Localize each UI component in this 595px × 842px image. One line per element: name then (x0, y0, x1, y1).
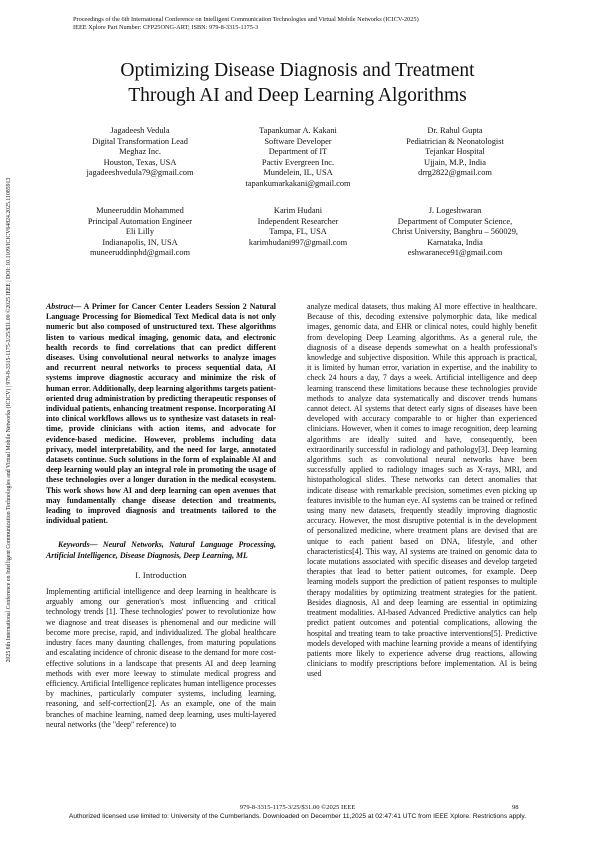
introduction-paragraph: Implementing artificial intelligence and deep learning in healthcare is arguably among our generation's most influencing and critical technology trends [1]. These technologies' power to revolutionize how we diagnose and treat diseases is phenomenal and our medicine will become more precise, rapid, and individualized. The global healthcare industry faces many daunting challenges, from maturing populations and escalating incidence of chronic disease to the demand for more cost-effective solutions in a landscape that presents AI and deep learning methods with ever more leeway to stimulate medical progress and efficiency. Artificial Intelligence replicates human intelligence processes by machines, particularly computer systems, including learning, reasoning, and self-correction[2]. As an example, one of the main branches of machine learning, named deep learning, uses multi-layered neural networks (the "deep" reference) to (46, 587, 276, 729)
license-notice: Authorized licensed use limited to: University of the Cumberlands. Downloaded on December 11,2025 at 02:47:41 UTC from IEEE Xplore. Restrictions apply. (68, 813, 527, 820)
author-org: Meghaz Inc. (119, 147, 161, 157)
author-org: Christ University, Banghru – 560029, (391, 227, 518, 237)
author-role: Digital Transformation Lead (92, 136, 188, 146)
abstract-label: Abstract (46, 302, 74, 311)
author-role: Pediatrician & Neonatologist (406, 136, 504, 146)
keywords: Keywords— Neural Networks, Natural Language Processing, Artificial Intelligence, Disease Diagnosis, Deep Learning, ML (46, 540, 276, 560)
author-role: Independent Researcher (257, 216, 339, 226)
author-org: Eli Lilly (125, 227, 155, 237)
title-line-1: Optimizing Disease Diagnosis and Treatment (120, 60, 475, 81)
author-block (355, 206, 555, 259)
author-name: Jagadeesh Vedula (110, 126, 170, 135)
author-dept: Department of Computer Science, (397, 216, 513, 226)
author-location: Tampa, FL, USA (269, 227, 327, 237)
author-email[interactable]: jagadeeshvedula79@gmail.com (86, 168, 194, 178)
author-location: Ujjain, M.P., India (424, 157, 486, 167)
abstract (46, 302, 276, 526)
conference-line-1: Proceedings of the 6th International Conference on Intelligent Communication Technologies and Virtual Mobile Networks (ICICV-2025) (73, 16, 419, 23)
author-role: Principal Automation Engineer (87, 216, 193, 226)
author-email[interactable]: muneeruddinphd@gmail.com (89, 248, 191, 258)
author-role: Software Developer (264, 136, 332, 146)
author-location: Indianapolis, IN, USA (102, 237, 178, 247)
conference-line-2: IEEE Xplore Part Number: CFP25ONG-ART; ISBN: 979-8-3315-1175-3 (73, 24, 259, 31)
author-location: Mundelein, IL, USA (263, 168, 333, 178)
title-line-2: Through AI and Deep Learning Algorithms (128, 85, 467, 106)
author-email[interactable]: eshwaranece91@gmail.com (407, 248, 503, 258)
author-block (365, 126, 545, 179)
doi-sidebar (2, 80, 16, 760)
doi-sidebar-text: 2025 6th International Conference on Intelligent Communication Technologies and Virtual Mobile Networks (ICICV) | 979-8-3315-1175-3/25/$31.00 ©2025 IEEE | DOI: 10.1109/ICICV64824.2025.11085913 (6, 177, 12, 663)
author-email[interactable]: tapankumarkakani@gmail.com (245, 178, 351, 188)
author-org: Tejankar Hospital (425, 147, 485, 157)
author-dept: Department of IT (268, 147, 328, 157)
author-block (50, 206, 230, 259)
conference-header (73, 16, 533, 32)
right-column (307, 302, 537, 680)
author-block (208, 126, 388, 190)
paper-title (40, 58, 555, 108)
abstract-text: — A Primer for Cancer Center Leaders Session 2 Natural Language Processing for Biomedical Text Medical data is not only numeric but also composed of unstructured text. These algorithms listen to various medical imaging, genomic data, and electronic health records to find correlations that can predict different diseases. Using convolutional neural networks to analyze images and recurrent neural networks to process sequential data, AI systems improve diagnostic accuracy and minimize the risk of human error. Additionally, deep learning algorithms targets patient-oriented drug administration by predicting therapeutic responses of individual patients, enhancing treatment response. Incorporating AI into clinical workflows allows us to synthesize vast datasets in real-time, provide clinicians with action items, and advocate for evidence-based medicine. However, problems including data privacy, model interpretability, and the need for large, annotated datasets continue. Such solutions in the form of explainable AI and deep learning would play an integral role in promoting the usage of these technologies over a longer duration in the medical ecosystem. This work shows how AI and deep learning can open avenues that may fundamentally change disease detection and treatments, leading to improved diagnosis and treatments tailored to the individual patient. (46, 302, 276, 526)
footer-isbn: 979-8-3315-1175-3/25/$31.00 ©2025 IEEE (239, 804, 356, 811)
author-name: J. Logeshwaran (428, 206, 482, 215)
author-name: Dr. Rahul Gupta (427, 126, 483, 135)
author-location: Houston, Texas, USA (103, 157, 177, 167)
author-name: Tapankumar A. Kakani (259, 126, 337, 135)
section-heading-introduction: I. Introduction (135, 570, 187, 580)
author-block (50, 126, 230, 179)
page-number: 98 (512, 804, 519, 811)
author-name: Muneeruddin Mohammed (96, 206, 184, 215)
author-email[interactable]: karimhudani997@gmail.com (248, 237, 348, 247)
author-org: Pactiv Evergreen Inc. (261, 157, 335, 167)
author-location: Karnataka, India (427, 237, 483, 247)
right-column-paragraph: analyze medical datasets, thus making AI more effective in healthcare. Because of this, decoding extensive polymorphic data, like medical images, genomic data, and EHR or clinical notes, could highly benefit from developing Deep Learning algorithms. As a general rule, the diagnosis of a disease depends somewhat on a health professional's knowledge and subjective disposition. While this approach is practical, it is limited by human error, variation in expertise, and the inability to check 24 hours a day, 7 days a week. Artificial intelligence and deep learning transcend these limitations because these technologies provide methods to analyze data systematically and discover trends humans cannot detect. AI systems that detect early signs of diseases have been developed with accuracy comparable to or higher than experienced clinicians. However, when it comes to image recognition, deep learning algorithms are ideally suited and have, consequently, been extraordinarily successful in radiology and pathology[3]. Deep learning algorithms such as convolutional neural networks have been successfully applied to radiology images such as X-rays, MRI, and histopathological slides. These networks can detect anomalies that indicate disease with remarkable precision, sometimes even picking up features invisible to the human eye. AI systems can be trained or refined using many new datasets, frequently steadily improving diagnostic accuracy. However, the most disruptive potential is in the development of personalized medicine, where treatment plans are devised that are unique to each patient based on DNA, lifestyle, and other characteristics[4]. This way, AI systems are trained on genomic data to locate mutations associated with specific diseases and develop targeted therapies that lead to better patient outcomes, for example. Deep learning models support the prediction of patient responses to multiple therapy modalities by optimizing treatment strategies for the patient. Besides diagnosis, AI and deep learning are essential in optimizing treatment modalities. AI-based Advanced Predictive analytics can help predict patient outcomes and potential complications, allowing the hospital and treating team to take proactive interventions[5]. Predictive models developed with machine learning provide a means of identifying patients more likely to experience adverse drug reactions, allowing clinicians to modify prescriptions before implementation. AI is being used (307, 302, 537, 679)
author-name: Karim Hudani (273, 206, 323, 215)
left-column (46, 302, 276, 730)
author-email[interactable]: drrg2822@gmail.com (418, 168, 492, 178)
